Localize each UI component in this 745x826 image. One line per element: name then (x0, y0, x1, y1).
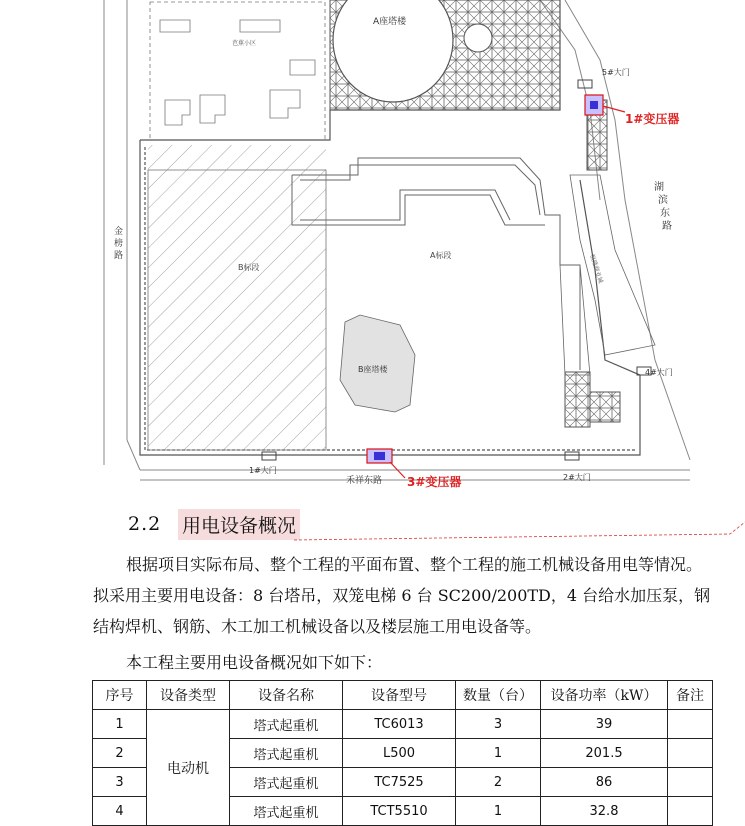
cell-power: 86 (541, 768, 668, 797)
section-b-area (148, 170, 326, 450)
header-cell: 设备类型 (147, 681, 230, 710)
header-cell: 设备型号 (343, 681, 456, 710)
road-bottom-label: 禾祥东路 (346, 476, 383, 486)
table-row (93, 710, 713, 739)
cell-qty: 2 (456, 768, 541, 797)
cell-model: TCT5510 (343, 797, 456, 826)
header-cell: 设备名称 (230, 681, 343, 710)
gate2-label: 2#大门 (563, 473, 591, 482)
cell-no: 4 (93, 797, 147, 826)
cell-note (668, 739, 713, 768)
gate5-label: 5#大门 (602, 68, 630, 77)
header-cell: 数量（台） (456, 681, 541, 710)
tower-b-label: B座塔楼 (358, 365, 388, 374)
cell-model: TC7525 (343, 768, 456, 797)
road-right-label (654, 180, 672, 232)
gate1-label: 1#大门 (249, 466, 277, 475)
neighbor-buildings (150, 2, 325, 140)
header-cell: 设备功率（kW） (541, 681, 668, 710)
road-left-label (114, 225, 123, 261)
neighbor-area-label: 芭蕉小区 (232, 40, 257, 47)
cell-note (668, 768, 713, 797)
section-number: 2.2 (128, 513, 162, 535)
cell-qty: 1 (456, 739, 541, 768)
road-left-char: 榜 (114, 239, 124, 249)
cell-power: 39 (541, 710, 668, 739)
cell-no: 3 (93, 768, 147, 797)
cell-name: 塔式起重机 (230, 768, 343, 797)
tower-a (330, 0, 560, 110)
cell-name: 塔式起重机 (230, 710, 343, 739)
road-left-char: 金 (114, 227, 124, 237)
gate4-label: 4#大门 (645, 368, 673, 377)
cell-qty: 1 (456, 797, 541, 826)
cell-note (668, 797, 713, 826)
cell-power: 201.5 (541, 739, 668, 768)
section-heading (128, 507, 300, 541)
cell-model: L500 (343, 739, 456, 768)
road-right-char: 路 (662, 221, 672, 232)
road-right-char: 滨 (658, 195, 668, 206)
tower-b (340, 315, 415, 412)
comment-connector (290, 518, 745, 548)
section-a-label: A标段 (430, 251, 452, 260)
tower-a-label: A座塔楼 (373, 17, 407, 27)
cell-no: 2 (93, 739, 147, 768)
truss-right (565, 372, 590, 427)
cell-name: 塔式起重机 (230, 797, 343, 826)
header-cell: 序号 (93, 681, 147, 710)
section-title: 用电设备概况 (178, 509, 300, 540)
cell-model: TC6013 (343, 710, 456, 739)
cell-no: 1 (93, 710, 147, 739)
transformer3-marker (367, 449, 405, 478)
equipment-table (92, 680, 713, 826)
transformer1-label: 1#变压器 (625, 112, 680, 126)
road-left-char: 路 (114, 251, 124, 261)
header-cell: 备注 (668, 681, 713, 710)
section-a-outline (292, 158, 580, 370)
body-paragraph-1: 根据项目实际布局、整个工程的平面布置、整个工程的施工机械设备用电等情况。拟采用主要用电设备：8 台塔吊，双笼电梯 6 台 SC200/200TD，4 台给水加压泵，钢结构焊机、钢筋、木工加工机械设备以及楼层施工用电设备等。 (93, 555, 711, 636)
road-right-char: 东 (660, 208, 670, 219)
section-b-label: B标段 (238, 263, 260, 272)
road-right-char: 湖 (654, 182, 664, 193)
cell-name: 塔式起重机 (230, 739, 343, 768)
cell-note (668, 710, 713, 739)
right-building (560, 175, 655, 375)
cell-power: 32.8 (541, 797, 668, 826)
cell-group-type: 电动机 (147, 710, 230, 826)
table-header-row (93, 681, 713, 710)
transformer3-label: 3#变压器 (407, 475, 462, 489)
cell-qty: 3 (456, 710, 541, 739)
right-building-label: 恒隆商业城 (588, 253, 605, 285)
body-paragraph-2: 本工程主要用电设备概况如下如下： (126, 653, 383, 672)
